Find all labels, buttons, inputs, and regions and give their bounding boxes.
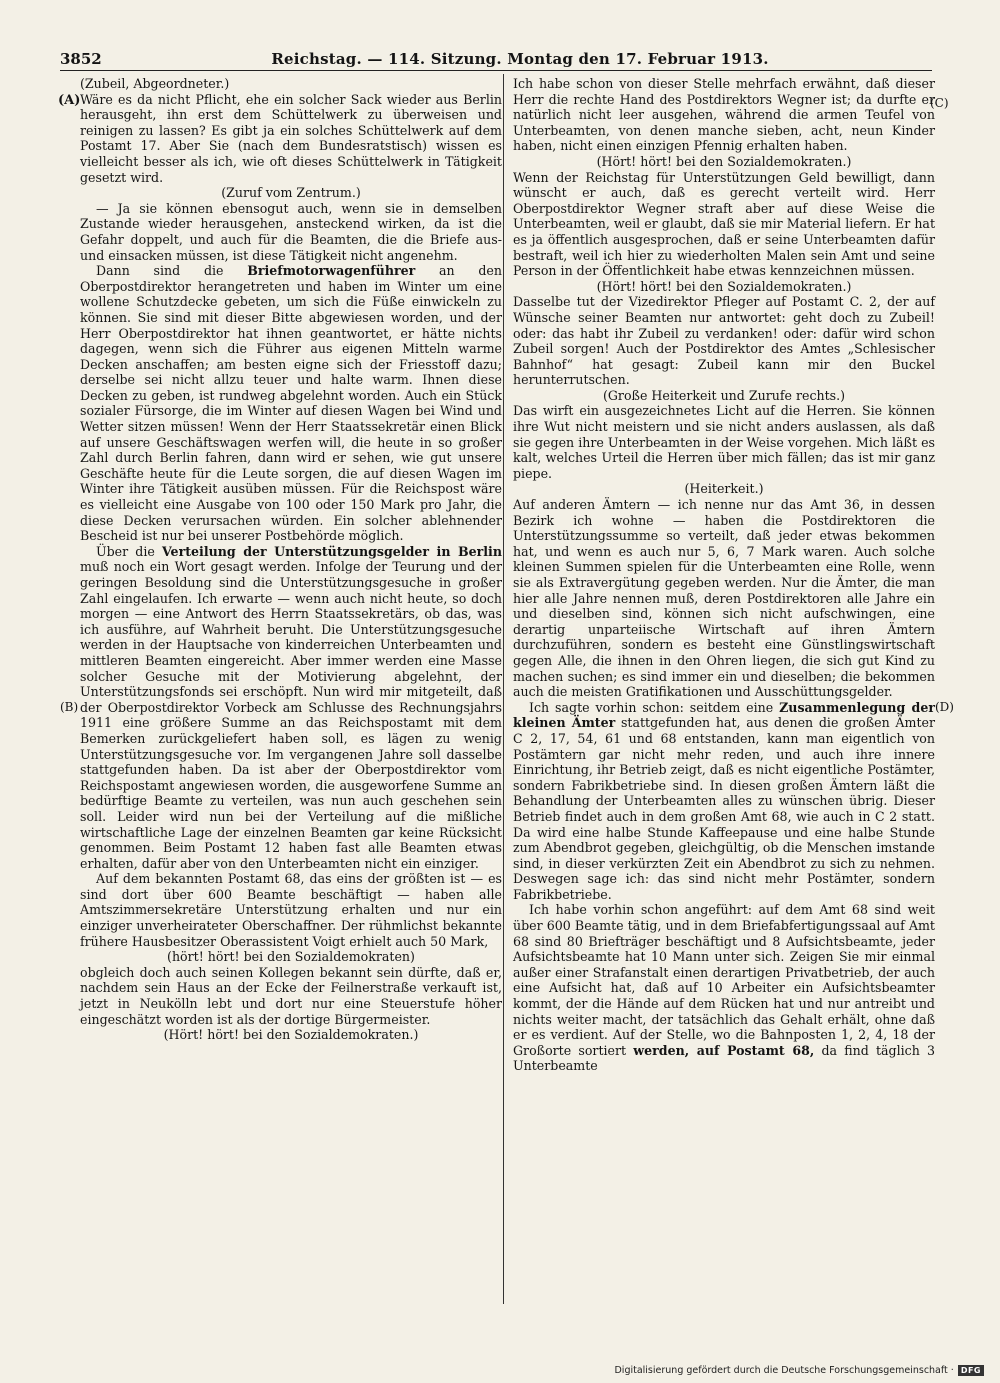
paragraph — [513, 700, 935, 903]
emphasis-text: werden, auf Postamt 68, — [633, 1042, 815, 1058]
right-column — [513, 76, 935, 1074]
interjection: (Hört! hört! bei den Sozialdemokraten.) — [163, 1027, 419, 1043]
text-run: an den Oberpostdirektor herangetreten und haben im Winter um eine wollene Schutzdecke gebeten, um sich die Füße einwickeln zu können. Sie sind mit dieser Bitte abgewiesen worden, und der Herr Oberpostdirektor hat ihnen geantwortet, er hätte nichts dagegen, wenn sich die Führer aus eigenen Mitteln warme Decken anschaffen; am besten eigne sich der Friesstoff dazu; derselbe sei nicht allzu teuer und halte warm. Ihnen diese Decken zu geben, ist rundweg abgelehnt worden. Auch ein Stück sozialer Fürsorge, die im Winter auf diesen Wagen bei Wind und Wetter sitzen müssen! Wenn der Herr Staatssekretär einen Blick auf unsere Geschäftswagen werfen will, die heute in so großer Zahl durch Berlin fahren, dann wird er sehen, wie gut unsere Geschäfte heute für die Leute sorgen, die auf diesen Wagen im Winter ihre Tätigkeit ausüben müssen. Für die Reichspost wäre es vielleicht eine Ausgabe von 100 oder 150 Mark pro Jahr, die diese Decken verursachen würden. Ein solcher ablehnender Bescheid ist nur bei unserer Postbehörde möglich. — [80, 263, 502, 544]
dfg-logo: DFG — [958, 1365, 984, 1376]
interjection: (Große Heiterkeit und Zurufe rechts.) — [602, 387, 846, 403]
text-run: Ich sagte vorhin schon: seitdem eine — [529, 699, 774, 715]
column-divider — [503, 74, 504, 1304]
paragraph: Auf anderen Ämtern — ich nenne nur das Amt 36, in dessen Bezirk ich wohne — haben die Postdirektoren die Unterstützungssumme so verteilt, daß jeder etwas bekommen hat, und wenn es auch nur 5, 6, 7 Mark waren. Auch solche kleinen Summen spielen für die Unterbeamten eine Rolle, wenn sie als Extravergütung gegeben werden. Nur die Ämter, die man hier alle Jahre nennen muß, deren Postdirektoren alle Jahre ein und dieselben sind, können sich nicht aufschwingen, eine derartig unparteiische Wirtschaft auf ihren Ämtern durchzuführen, sondern es besteht eine Günstlingswirtschaft gegen Alle, die ihnen in den Ohren liegen, die sich gut Kind zu machen suchen; es sind immer ein und dieselben; die bekommen auch die meisten Gratifikationen und Ausschüttungsgelder. — [513, 497, 935, 700]
paragraph: Ich habe schon von dieser Stelle mehrfach erwähnt, daß dieser Herr die rechte Hand des Postdirektors Wegner ist; da durfte er natürlich nicht leer ausgehen, während die armen Teufel von Unterbeamten, von denen manche sieben, acht, neun Kinder haben, nicht einen einzigen Pfennig erhalten haben. — [513, 76, 935, 154]
paragraph: Wäre es da nicht Pflicht, ehe ein solcher Sack wieder aus Berlin herausgeht, ihn erst dem Schüttelwerk zu überweisen und reinigen zu lassen? Es gibt ja ein solches Schüttelwerk auf dem Postamt 17. Aber Sie (nach dem Bundesratstisch) wissen es vielleicht besser als ich, wie oft dieses Schüttelwerk in Tätigkeit gesetzt wird. — [80, 91, 502, 185]
paragraph — [80, 263, 502, 544]
paragraph: Dasselbe tut der Vizedirektor Pfleger auf Postamt C. 2, der auf Wünsche seiner Beamten nur antwortet: geht doch zu Zubeil! oder: das habt ihr Zubeil zu verdanken! oder: dafür wird schon Zubeil sorgen! Auch der Postdirektor des Amtes „Schlesischer Bahnhof“ hat gesagt: Zubeil kann mir den Buckel herunterrutschen. — [513, 294, 935, 388]
paragraph: obgleich doch auch seinen Kollegen bekannt sein dürfte, daß er, nachdem sein Haus an der Ecke der Feilnerstraße verkauft ist, jetzt in Neukölln lebt und dort nur eine Steuerstufe höher eingeschätzt worden ist als der dortige Bürgermeister. — [80, 964, 502, 1027]
text-run: muß noch ein Wort gesagt werden. Infolge der Teurung und der geringen Besoldung sind die Unterstützungsgesuche in großer Zahl eingelaufen. Ich erwarte — wenn auch nicht heute, so doch morgen — eine Antwort des Herrn Staatssekretärs, ob das, was ich ausführe, auf Wahrheit beruht. Die Unterstützungsgesuche werden in der Hauptsache von kinderreichen Unterbeamten und mittleren Beamten eingereicht. Aber immer werden eine Masse solcher Gesuche mit der Motivierung abgelehnt, der Unterstützungsfonds sei erschöpft. Nun wird mir mitgeteilt, daß der Oberpostdirektor Vorbeck am Schlusse des Rechnungsjahrs 1911 eine größere Summe an das Reichspostamt mit dem Bemerken zurückgeliefert haben soll, es lägen zu wenig Unterstützungsgesuche vor. Im vergangenen Jahre soll dasselbe stattgefunden haben. Da ist aber der Oberpostdirektor vom Reichspostamt angewiesen worden, die ausgeworfene Summe an bedürftige Beamte zu verteilen, was nun auch geschehen sein soll. Leider wird nun bei der Verteilung auf die mißliche wirtschaftliche Lage der einzelnen Beamten gar keine Rücksicht genommen. Beim Postamt 12 haben fast alle Beamten etwas erhalten, dafür aber von den Unterbeamten nicht ein einziger. — [80, 559, 502, 871]
margin-mark-d: (D) — [935, 700, 954, 714]
paragraph: Wenn der Reichstag für Unterstützungen Geld bewilligt, dann wünscht er auch, daß es gerecht verteilt wird. Herr Oberpostdirektor Wegner straft aber auf diese Weise die Unterbeamten, weil er glaubt, daß sie mir Material liefern. Er hat es ja öffentlich ausgesprochen, daß er seine Unterbeamten dafür bestraft, weil ich hier zu wiederholten Malen sein Amt und seine Person in der Öffentlichkeit habe etwas kennzeichnen müssen. — [513, 169, 935, 279]
paragraph — [513, 902, 935, 1074]
emphasis-text: Briefmotorwagenführer — [247, 263, 416, 279]
text-run: Über die — [96, 543, 155, 559]
running-head: Reichstag. — 114. Sitzung. Montag den 17. Februar 1913. — [271, 50, 769, 68]
text-run: stattgefunden hat, aus denen die großen Ämter C 2, 17, 54, 61 und 68 entstanden, kann man eigentlich von Postämtern gar nicht mehr reden, und auch ihre innere Einrichtung, ihr Betrieb zeigt, daß es nicht eigentliche Postämter, sondern Fabrikbetriebe sind. In diesen großen Ämtern läßt die Behandlung der Unterbeamten alles zu wünschen übrig. Dieser Betrieb findet auch in dem großen Amt 68, wie auch in C 2 statt. Da wird eine halbe Stunde Kaffeepause und eine halbe Stunde zum Abendbrot gegeben, gleichgültig, ob die Menschen imstande sind, in dieser verkürzten Zeit ein Abendbrot zu sich zu nehmen. Deswegen sage ich: das sind nicht mehr Postämter, sondern Fabrikbetriebe. — [513, 715, 935, 902]
paragraph: Auf dem bekannten Postamt 68, das eins der größten ist — es sind dort über 600 Beamte beschäftigt — haben alle Amtszimmersekretäre Unterstützung erhalten und nur ein einziger unverheirateter Oberschaffner. Der rühmlichst bekannte frühere Hausbesitzer Oberassistent Voigt erhielt auch 50 Mark, — [80, 871, 502, 949]
interjection: (hört! hört! bei den Sozialdemokraten) — [167, 949, 415, 965]
left-column — [80, 76, 502, 1043]
interjection: (Heiterkeit.) — [684, 481, 764, 497]
footer-text: Digitalisierung gefördert durch die Deutsche Forschungsgemeinschaft · — [614, 1364, 954, 1376]
speaker-note: (Zubeil, Abgeordneter.) — [80, 76, 230, 91]
paragraph — [80, 544, 502, 871]
paragraph: — Ja sie können ebensogut auch, wenn sie in demselben Zustande wieder herausgehen, ansteckend wirken, da ist die Gefahr doppelt, und auch für die Beamten, die die Briefe aus- und einsacken müssen, ist diese Tätigkeit nicht angenehm. — [80, 200, 502, 263]
emphasis-text: Verteilung der Unterstützungsgelder in Berlin — [161, 543, 502, 559]
interjection: (Hört! hört! bei den Sozialdemokraten.) — [596, 153, 852, 169]
page-header — [60, 48, 940, 70]
page-number: 3852 — [60, 50, 102, 68]
interjection: (Zuruf vom Zentrum.) — [221, 185, 361, 201]
text-run: Dann sind die — [96, 263, 224, 279]
margin-mark-b: (B) — [60, 700, 79, 714]
text-run: Ich habe vorhin schon angeführt: auf dem Amt 68 sind weit über 600 Beamte tätig, und in dem Briefabfertigungssaal auf Amt 68 sind 80 Briefträger beschäftigt und 8 Aufsichtsbeamte, jeder Aufsichtsbeamte hat 10 Mann unter sich. Zeigen Sie mir einmal außer einer Strafanstalt einen derartigen Privatbetrieb, der auch eine Aufsicht hat, daß auf 10 Arbeiter ein Aufsichtsbeamter kommt, der die Hände auf dem Rücken hat und nur antreibt und nichts weiter macht, der tatsächlich das Gehalt erhält, ohne daß er es verdient. Auf der Stelle, wo die Bahnposten 1, 2, 4, 18 der Großorte sortiert — [513, 902, 935, 1058]
paragraph: Das wirft ein ausgezeichnetes Licht auf die Herren. Sie können ihre Wut nicht meistern und sie nicht anders auslassen, als daß sie gegen ihre Unterbeamten in der Weise vorgehen. Mich läßt es kalt, welches Urteil die Herren über mich fällen; das ist mir ganz piepe. — [513, 403, 935, 481]
text-run: da find täglich 3 Unterbeamte — [513, 1042, 936, 1074]
interjection: (Hört! hört! bei den Sozialdemokraten.) — [596, 278, 852, 294]
margin-mark-c: (C) — [930, 96, 949, 110]
emphasis-text: Zusammenlegung der kleinen Ämter — [513, 699, 935, 731]
margin-mark-a: (A) — [58, 93, 81, 108]
footer-credit — [614, 1363, 984, 1377]
header-rule — [60, 70, 932, 71]
